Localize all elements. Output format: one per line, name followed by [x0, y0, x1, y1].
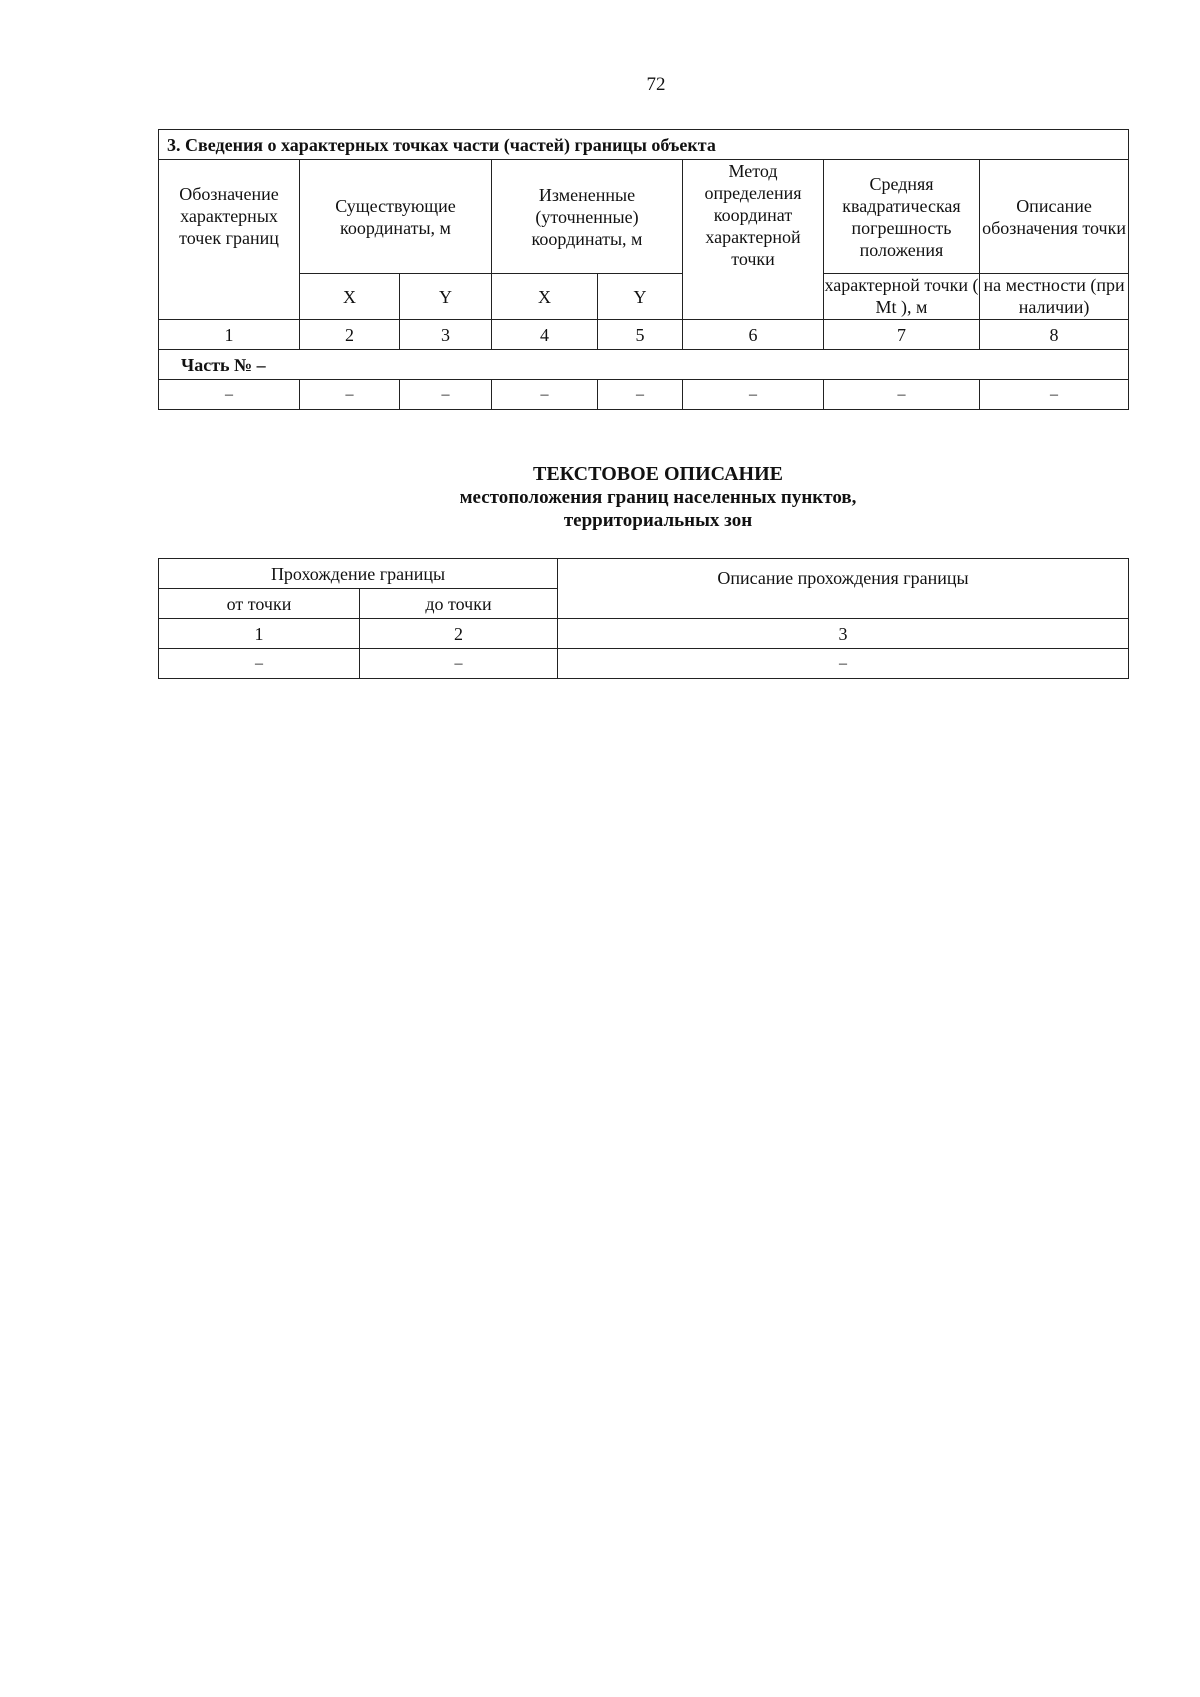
- table-cell: –: [980, 380, 1129, 410]
- column-number: 1: [159, 619, 360, 649]
- header-designation: [159, 160, 300, 320]
- table-cell: –: [400, 380, 492, 410]
- column-number: 5: [598, 320, 683, 350]
- header-from-point: от точки: [159, 589, 360, 619]
- header-method: Метод определения координат характерной точки: [683, 160, 824, 320]
- table-cell: –: [159, 649, 360, 679]
- table-cell: –: [300, 380, 400, 410]
- header-mean-error-bottom: характерной точки ( Mt ), м: [824, 274, 980, 320]
- column-number: 3: [400, 320, 492, 350]
- header-description-bottom: на местности (при наличии): [980, 274, 1129, 320]
- header-existing-coords: Существующие координаты, м: [300, 160, 492, 274]
- header-y-changed: Y: [598, 274, 683, 320]
- column-number: 8: [980, 320, 1129, 350]
- header-x-changed: X: [492, 274, 598, 320]
- table-cell: –: [824, 380, 980, 410]
- header-designation-text: Обозначение характерных точек границ: [179, 183, 279, 248]
- column-number: 7: [824, 320, 980, 350]
- column-number: 2: [300, 320, 400, 350]
- header-mean-error-top: Средняя квадратическая погрешность положения: [824, 160, 980, 274]
- characteristic-points-table: [158, 129, 1129, 410]
- column-number: 6: [683, 320, 824, 350]
- part-label: Часть № –: [159, 350, 1129, 380]
- header-passage-description-text: Описание прохождения границы: [717, 567, 969, 588]
- section-title: 3. Сведения о характерных точках части (частей) границы объекта: [159, 130, 1129, 160]
- column-number: 2: [360, 619, 558, 649]
- text-description-title: ТЕКСТОВОЕ ОПИСАНИЕ: [532, 463, 783, 485]
- boundary-description-table: [158, 558, 1129, 679]
- header-changed-coords: Измененные (уточненные) координаты, м: [492, 160, 683, 274]
- table-cell: –: [598, 380, 683, 410]
- table-cell: –: [683, 380, 824, 410]
- column-number: 4: [492, 320, 598, 350]
- text-description-heading: [158, 462, 1158, 532]
- table-cell: –: [558, 649, 1129, 679]
- table-cell: –: [492, 380, 598, 410]
- table-cell: –: [360, 649, 558, 679]
- header-y-existing: Y: [400, 274, 492, 320]
- table-cell: –: [159, 380, 300, 410]
- header-to-point: до точки: [360, 589, 558, 619]
- column-number: 3: [558, 619, 1129, 649]
- page-number: 72: [646, 74, 666, 95]
- header-passage-description: [558, 559, 1129, 619]
- header-description-top: Описание обозначения точки: [980, 160, 1129, 274]
- text-description-subtitle-2: территориальных зон: [563, 510, 753, 531]
- header-x-existing: X: [300, 274, 400, 320]
- header-boundary-passage: Прохождение границы: [159, 559, 558, 589]
- text-description-subtitle-1: местоположения границ населенных пунктов,: [459, 487, 857, 508]
- column-number: 1: [159, 320, 300, 350]
